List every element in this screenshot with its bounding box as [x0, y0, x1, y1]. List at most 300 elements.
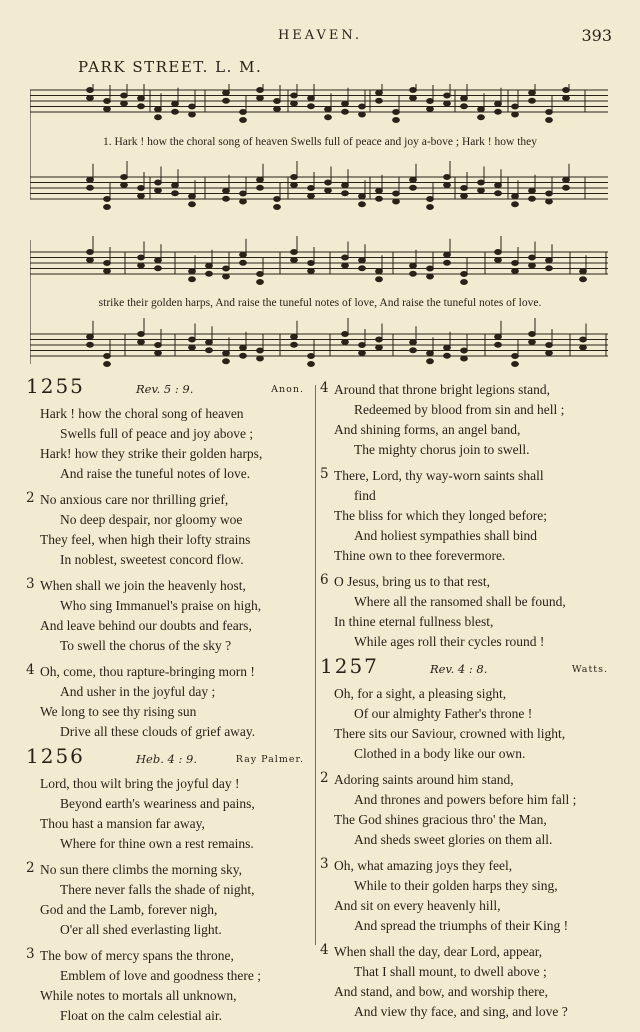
verse-line: O Jesus, bring us to that rest,	[334, 574, 490, 589]
note-head	[580, 277, 587, 282]
note-head	[376, 345, 383, 350]
verse-line: While to their golden harps they sing,	[354, 878, 558, 893]
stanza	[26, 662, 310, 742]
note-head	[155, 351, 162, 356]
note-head	[410, 96, 417, 101]
verse-line: There, Lord, thy way-worn saints shall	[334, 468, 544, 483]
stanza	[26, 774, 310, 854]
verse-line: The God shines gracious thro' the Man,	[334, 812, 547, 827]
verse-line: Emblem of love and goodness there ;	[60, 968, 261, 983]
hymn-author: Anon.	[271, 384, 304, 395]
note-head	[240, 110, 247, 115]
note-head	[172, 101, 179, 106]
note-head	[138, 332, 145, 337]
note-head	[512, 202, 519, 207]
note-head	[376, 90, 383, 95]
note-head	[206, 348, 213, 353]
note-head	[240, 260, 247, 265]
note-head	[155, 343, 162, 348]
verse-line: Thine own to thee forevermore.	[334, 548, 506, 563]
note-head	[563, 88, 570, 93]
stanza	[320, 380, 614, 460]
verse-line: In thine eternal fullness blest,	[334, 614, 494, 629]
verse-line: The mighty chorus join to swell.	[354, 442, 530, 457]
note-head	[223, 90, 230, 95]
note-head	[189, 112, 196, 117]
hymn-author: Watts.	[571, 664, 608, 675]
note-head	[87, 88, 94, 93]
verse-line: And shining forms, an angel band,	[334, 422, 521, 437]
note-head	[121, 101, 128, 106]
note-head	[342, 263, 349, 268]
note-head	[580, 337, 587, 342]
stanza	[320, 466, 614, 566]
note-head	[410, 88, 417, 93]
verse-line: Where for thine own a rest remains.	[60, 836, 254, 851]
note-head	[189, 269, 196, 274]
note-head	[444, 252, 451, 257]
note-head	[189, 104, 196, 109]
note-head	[461, 272, 468, 277]
note-head	[546, 266, 553, 271]
stanza	[26, 576, 310, 656]
note-head	[546, 199, 553, 204]
verse-line: Drive all these clouds of grief away.	[60, 724, 256, 739]
note-head	[138, 263, 145, 268]
note-head	[87, 250, 94, 255]
note-head	[291, 101, 298, 106]
hymn-1256-continued	[320, 380, 614, 652]
stanza	[320, 856, 614, 936]
note-head	[104, 354, 111, 359]
verse-line: And spread the triumphs of their King !	[354, 918, 569, 933]
hymn-1257	[320, 654, 614, 1022]
note-head	[325, 115, 332, 120]
note-head	[427, 99, 434, 104]
note-head	[376, 196, 383, 201]
note-head	[104, 269, 111, 274]
hymn-1255	[26, 374, 310, 742]
note-head	[359, 112, 366, 117]
note-head	[427, 359, 434, 364]
note-head	[495, 101, 502, 106]
note-head	[342, 101, 349, 106]
verse-line: Hark! how they strike their golden harps,	[40, 446, 263, 461]
note-head	[444, 183, 451, 188]
page-header	[0, 28, 640, 48]
stanza-number: 3	[26, 946, 35, 962]
note-head	[240, 199, 247, 204]
note-head	[274, 99, 281, 104]
stanza	[320, 942, 614, 1022]
music-system-1	[30, 84, 610, 224]
note-head	[410, 340, 417, 345]
staff-notation-1	[30, 84, 610, 224]
hymn-heading	[320, 654, 614, 684]
note-head	[138, 104, 145, 109]
note-head	[308, 96, 315, 101]
note-head	[580, 345, 587, 350]
note-head	[393, 110, 400, 115]
music-system-2	[30, 234, 610, 374]
note-head	[291, 93, 298, 98]
note-head	[444, 345, 451, 350]
note-head	[257, 272, 264, 277]
note-head	[495, 334, 502, 339]
note-head	[223, 274, 230, 279]
note-head	[461, 348, 468, 353]
note-head	[189, 194, 196, 199]
running-head: HEAVEN.	[277, 28, 363, 43]
note-head	[427, 351, 434, 356]
verse-line: Float on the calm celestial air.	[60, 1008, 222, 1023]
left-column	[26, 374, 310, 1032]
note-head	[529, 263, 536, 268]
note-head	[172, 183, 179, 188]
note-head	[461, 96, 468, 101]
verse-line: Clothed in a body like our own.	[354, 746, 526, 761]
scripture-reference: Heb. 4 : 9.	[136, 752, 197, 766]
note-head	[291, 342, 298, 347]
note-head	[87, 342, 94, 347]
verse-line: No anxious care nor thrilling grief,	[40, 492, 229, 507]
note-head	[138, 194, 145, 199]
note-head	[410, 263, 417, 268]
note-head	[427, 107, 434, 112]
verse-line: While ages roll their cycles round !	[354, 634, 545, 649]
note-head	[342, 332, 349, 337]
note-head	[512, 261, 519, 266]
note-head	[529, 98, 536, 103]
note-head	[563, 177, 570, 182]
hymn-heading	[26, 744, 310, 774]
verse-line: And sit on every heavenly hill,	[334, 898, 501, 913]
note-head	[104, 362, 111, 367]
note-head	[512, 104, 519, 109]
verse-line: There never falls the shade of night,	[60, 882, 255, 897]
note-head	[512, 194, 519, 199]
note-head	[529, 90, 536, 95]
note-head	[223, 266, 230, 271]
verse-line: And raise the tuneful notes of love.	[60, 466, 251, 481]
note-head	[444, 175, 451, 180]
note-head	[393, 199, 400, 204]
note-head	[257, 185, 264, 190]
note-head	[495, 183, 502, 188]
note-head	[529, 332, 536, 337]
note-head	[359, 351, 366, 356]
hymn-heading	[26, 374, 310, 404]
verse-line: God and the Lamb, forever nigh,	[40, 902, 218, 917]
note-head	[257, 356, 264, 361]
note-head	[104, 261, 111, 266]
note-head	[546, 118, 553, 123]
stanza-number: 6	[320, 572, 329, 588]
note-head	[291, 258, 298, 263]
note-head	[495, 342, 502, 347]
note-head	[240, 345, 247, 350]
note-head	[308, 104, 315, 109]
note-head	[206, 263, 213, 268]
note-head	[478, 107, 485, 112]
stanza-number: 2	[26, 490, 35, 506]
verse-line: While notes to mortals all unknown,	[40, 988, 237, 1003]
note-head	[563, 96, 570, 101]
note-head	[104, 197, 111, 202]
verse-line: The bow of mercy spans the throne,	[40, 948, 234, 963]
note-head	[376, 277, 383, 282]
verse-line: Oh, for a sight, a pleasing sight,	[334, 686, 507, 701]
note-head	[427, 205, 434, 210]
verse-line: No sun there climbs the morning sky,	[40, 862, 242, 877]
stanza-number: 2	[26, 860, 35, 876]
verse-line: Lord, thou wilt bring the joyful day !	[40, 776, 240, 791]
stanza	[320, 572, 614, 652]
note-head	[461, 356, 468, 361]
verse-line: Around that throne bright legions stand,	[334, 382, 550, 397]
note-head	[325, 107, 332, 112]
note-head	[512, 112, 519, 117]
stanza-number: 4	[320, 942, 329, 958]
note-head	[155, 180, 162, 185]
note-head	[512, 362, 519, 367]
note-head	[478, 180, 485, 185]
note-head	[223, 359, 230, 364]
note-head	[359, 194, 366, 199]
note-head	[87, 185, 94, 190]
note-head	[172, 191, 179, 196]
stanza-number: 3	[320, 856, 329, 872]
note-head	[444, 260, 451, 265]
note-head	[342, 191, 349, 196]
note-head	[359, 104, 366, 109]
note-head	[376, 98, 383, 103]
note-head	[87, 96, 94, 101]
page-number: 393	[581, 26, 612, 45]
scripture-reference: Rev. 5 : 9.	[136, 382, 194, 396]
note-head	[529, 196, 536, 201]
note-head	[155, 107, 162, 112]
verse-line: And usher in the joyful day ;	[60, 684, 216, 699]
note-head	[223, 188, 230, 193]
note-head	[478, 115, 485, 120]
note-head	[138, 96, 145, 101]
verse-line: And leave behind our doubts and fears,	[40, 618, 252, 633]
note-head	[308, 194, 315, 199]
note-head	[206, 271, 213, 276]
note-head	[359, 258, 366, 263]
note-head	[393, 118, 400, 123]
note-head	[461, 186, 468, 191]
note-head	[563, 185, 570, 190]
note-head	[529, 340, 536, 345]
note-head	[546, 191, 553, 196]
note-head	[308, 261, 315, 266]
note-head	[257, 348, 264, 353]
note-head	[240, 191, 247, 196]
note-head	[121, 183, 128, 188]
note-head	[172, 109, 179, 114]
note-head	[274, 197, 281, 202]
note-head	[376, 337, 383, 342]
verse-line: To swell the chorus of the sky ?	[60, 638, 232, 653]
verse-line: They feel, when high their lofty strains	[40, 532, 251, 547]
note-head	[461, 194, 468, 199]
note-head	[342, 109, 349, 114]
note-head	[206, 340, 213, 345]
note-head	[308, 354, 315, 359]
note-head	[342, 183, 349, 188]
scripture-reference: Rev. 4 : 8.	[430, 662, 488, 676]
stanza-number: 4	[320, 380, 329, 396]
verse-line: Adoring saints around him stand,	[334, 772, 514, 787]
verse-line: When shall we join the heavenly host,	[40, 578, 246, 593]
note-head	[138, 186, 145, 191]
note-head	[155, 258, 162, 263]
note-head	[223, 196, 230, 201]
note-head	[223, 351, 230, 356]
note-head	[393, 191, 400, 196]
note-head	[325, 180, 332, 185]
note-head	[427, 197, 434, 202]
note-head	[291, 183, 298, 188]
verse-line: Oh, come, thou rapture-bringing morn !	[40, 664, 255, 679]
stanza	[320, 684, 614, 764]
verse-line: find	[354, 488, 376, 503]
verse-line: There sits our Saviour, crowned with light,	[334, 726, 566, 741]
note-head	[121, 175, 128, 180]
note-head	[223, 98, 230, 103]
note-head	[461, 104, 468, 109]
note-head	[257, 88, 264, 93]
note-head	[410, 177, 417, 182]
note-head	[342, 340, 349, 345]
verse-line: And thrones and powers before him fall ;	[354, 792, 577, 807]
verse-line: Of our almighty Father's throne !	[354, 706, 533, 721]
note-head	[359, 343, 366, 348]
hymn-author: Ray Palmer.	[235, 754, 304, 765]
verse-line: We long to see thy rising sun	[40, 704, 197, 719]
note-head	[478, 188, 485, 193]
note-head	[104, 205, 111, 210]
note-head	[257, 177, 264, 182]
note-head	[87, 258, 94, 263]
note-head	[308, 269, 315, 274]
verse-line: Swells full of peace and joy above ;	[60, 426, 254, 441]
verse-line: Where all the ransomed shall be found,	[354, 594, 566, 609]
note-head	[546, 110, 553, 115]
tune-lyrics-line-2: strike their golden harps, And raise the tuneful notes of love, And raise the tuneful notes of love.	[98, 297, 542, 309]
note-head	[257, 96, 264, 101]
note-head	[240, 353, 247, 358]
tune-title: PARK STREET. L. M.	[78, 58, 263, 76]
note-head	[359, 266, 366, 271]
verse-line: Redeemed by blood from sin and hell ;	[354, 402, 565, 417]
stanza	[26, 490, 310, 570]
note-head	[495, 250, 502, 255]
note-head	[495, 258, 502, 263]
hymn-1256	[26, 744, 310, 1026]
note-head	[104, 107, 111, 112]
verse-line: Beyond earth's weariness and pains,	[60, 796, 255, 811]
note-head	[240, 252, 247, 257]
note-head	[189, 202, 196, 207]
note-head	[189, 345, 196, 350]
note-head	[325, 188, 332, 193]
stanza	[26, 860, 310, 940]
note-head	[444, 101, 451, 106]
hymn-number: 1256	[26, 744, 85, 768]
note-head	[291, 334, 298, 339]
note-head	[291, 250, 298, 255]
note-head	[155, 188, 162, 193]
stanza-number: 4	[26, 662, 35, 678]
note-head	[240, 118, 247, 123]
hymn-number: 1255	[26, 374, 85, 398]
note-head	[461, 280, 468, 285]
note-head	[308, 186, 315, 191]
note-head	[495, 191, 502, 196]
verse-line: Thou hast a mansion far away,	[40, 816, 205, 831]
note-head	[138, 255, 145, 260]
verse-line: The bliss for which they longed before;	[334, 508, 547, 523]
verse-line: And holiest sympathies shall bind	[354, 528, 537, 543]
note-head	[189, 337, 196, 342]
note-head	[155, 115, 162, 120]
verse-line: Oh, what amazing joys they feel,	[334, 858, 513, 873]
note-head	[410, 185, 417, 190]
note-head	[546, 258, 553, 263]
column-divider	[315, 385, 316, 945]
note-head	[512, 269, 519, 274]
stanza	[26, 946, 310, 1026]
note-head	[155, 266, 162, 271]
verse-line: O'er all shed everlasting light.	[60, 922, 222, 937]
verse-line: Who sing Immanuel's praise on high,	[60, 598, 262, 613]
stanza-number: 5	[320, 466, 329, 482]
note-head	[342, 255, 349, 260]
note-head	[257, 280, 264, 285]
stanza-number: 3	[26, 576, 35, 592]
verse-line: In noblest, sweetest concord flow.	[60, 552, 244, 567]
note-head	[410, 348, 417, 353]
note-head	[580, 269, 587, 274]
verse-line: No deep despair, nor gloomy woe	[60, 512, 243, 527]
tune-lyrics-line-1: 1. Hark ! how the choral song of heaven Swells full of peace and joy a-bove ; Hark ! how they	[103, 136, 537, 148]
note-head	[308, 362, 315, 367]
note-head	[444, 353, 451, 358]
hymn-number: 1257	[320, 654, 379, 678]
verse-line: Hark ! how the choral song of heaven	[40, 406, 244, 421]
note-head	[529, 255, 536, 260]
note-head	[410, 271, 417, 276]
note-head	[87, 334, 94, 339]
verse-line: And sheds sweet glories on them all.	[354, 832, 553, 847]
right-column	[320, 378, 614, 1028]
verse-line: When shall the day, dear Lord, appear,	[334, 944, 543, 959]
stanza	[320, 770, 614, 850]
verse-line: And stand, and bow, and worship there,	[334, 984, 548, 999]
note-head	[546, 351, 553, 356]
note-head	[274, 205, 281, 210]
stanza	[26, 404, 310, 484]
note-head	[495, 109, 502, 114]
note-head	[376, 269, 383, 274]
note-head	[512, 354, 519, 359]
note-head	[121, 93, 128, 98]
note-head	[359, 202, 366, 207]
note-head	[87, 177, 94, 182]
